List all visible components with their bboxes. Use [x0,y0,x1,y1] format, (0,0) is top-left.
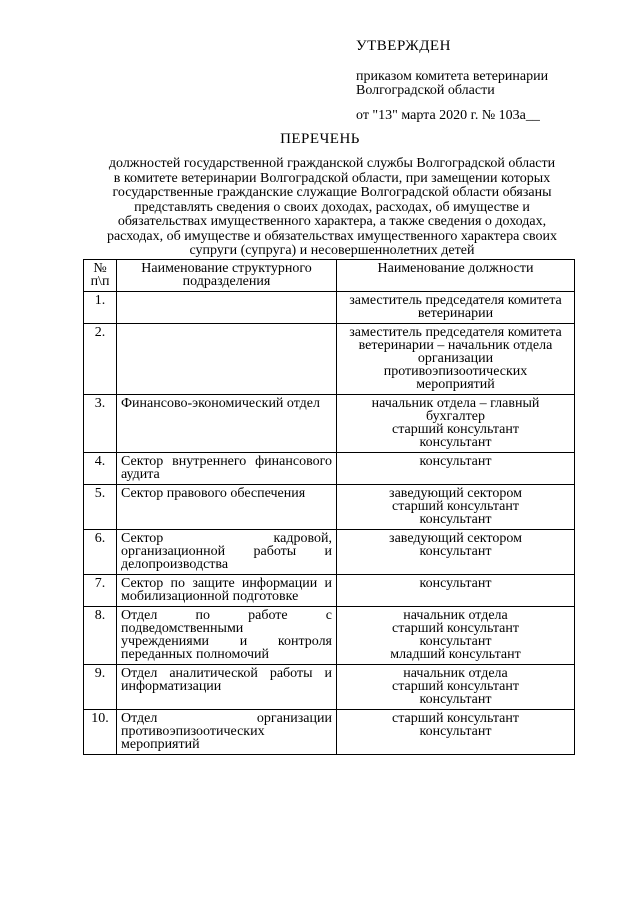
row-unit: Финансово-экономический отдел [117,395,337,453]
row-positions [337,710,575,755]
row-number: 1. [84,292,117,324]
position-title: старший консультант [392,679,519,694]
position-title: старший консультант [392,422,519,437]
order-date: от "13" марта 2020 г. № 103а__ [356,108,540,123]
row-number: 3. [84,395,117,453]
position-title: консультант [419,454,492,469]
row-positions [337,665,575,710]
position-title: начальник отдела [403,666,508,681]
position-title: ветеринарии [417,306,494,321]
table-row [84,530,575,575]
position-title: консультант [419,692,492,707]
description-line: обязательствах имущественного характера, а также сведения о доходах, [117,214,547,229]
position-title: заместитель председателя комитета [349,293,562,308]
header-position: Наименование должности [337,260,575,292]
table-row [84,324,575,395]
row-positions [337,292,575,324]
row-unit: Сектор внутреннего финансового аудита [117,453,337,485]
row-unit: Сектор правового обеспечения [117,485,337,530]
position-title: консультант [419,724,492,739]
order-issuer-line2: Волгоградской области [356,83,495,98]
table-row [84,575,575,607]
row-positions [337,395,575,453]
order-issuer-line1: приказом комитета ветеринарии [356,69,549,84]
position-title: младший консультант [390,647,521,662]
row-unit: Отдел организации противоэпизоотических мероприятий [117,710,337,755]
row-unit: Сектор по защите информации и мобилизационной подготовке [117,575,337,607]
approval-stamp-title: УТВЕРЖДЕН [356,38,451,54]
position-title: консультант [419,435,492,450]
table-header-row [84,260,575,292]
header-unit: Наименование структурного подразделения [117,260,337,292]
description-line: должностей государственной гражданской службы Волгоградской области [108,156,556,171]
row-unit [117,324,337,395]
description-line: супруги (супруга) и несовершеннолетних детей [189,243,475,258]
table-row [84,453,575,485]
row-number: 8. [84,607,117,665]
position-title: заведующий сектором [389,531,522,546]
description-line: в комитете ветеринарии Волгоградской области, при замещении которых [113,170,551,186]
row-number: 2. [84,324,117,395]
position-title: противоэпизоотических [383,364,528,379]
row-unit [117,292,337,324]
position-title: бухгалтер [426,409,485,424]
row-positions [337,575,575,607]
position-title: мероприятий [416,377,495,392]
document-description [82,157,582,259]
row-positions [337,453,575,485]
position-title: ветеринарии – начальник отдела [358,338,553,353]
row-positions [337,607,575,665]
document-title: ПЕРЕЧЕНЬ [280,131,360,147]
position-title: консультант [419,512,492,527]
position-title: начальник отдела – главный [371,396,540,411]
table-row [84,485,575,530]
row-number: 5. [84,485,117,530]
position-title: старший консультант [392,711,519,726]
table-row [84,292,575,324]
row-positions [337,530,575,575]
positions-table [83,259,575,755]
row-number: 9. [84,665,117,710]
table-row [84,607,575,665]
position-title: организации [417,351,494,366]
table-row [84,665,575,710]
row-unit: Сектор кадровой, организационной работы и делопроизводства [117,530,337,575]
position-title: консультант [419,576,492,591]
description-line: представлять сведения о своих доходах, расходах, об имуществе и [134,199,530,215]
row-unit: Отдел по работе с подведомственными учреждениями и контроля переданных полномочий [117,607,337,665]
header-number: № п\п [84,260,117,292]
position-title: старший консультант [392,499,519,514]
position-title: начальник отдела [403,608,508,623]
position-title: заведующий сектором [389,486,522,501]
row-positions [337,324,575,395]
position-title: консультант [419,634,492,649]
position-title: консультант [419,544,492,559]
row-number: 6. [84,530,117,575]
description-line: государственные гражданские служащие Волгоградской области обязаны [112,185,552,200]
row-positions [337,485,575,530]
description-line: расходах, об имуществе и обязательствах имущественного характера своих [106,228,558,244]
position-title: старший консультант [392,621,519,636]
row-number: 7. [84,575,117,607]
position-title: заместитель председателя комитета [349,325,562,340]
row-number: 10. [84,710,117,755]
row-unit: Отдел аналитической работы и информатизации [117,665,337,710]
table-row [84,710,575,755]
table-row [84,395,575,453]
row-number: 4. [84,453,117,485]
